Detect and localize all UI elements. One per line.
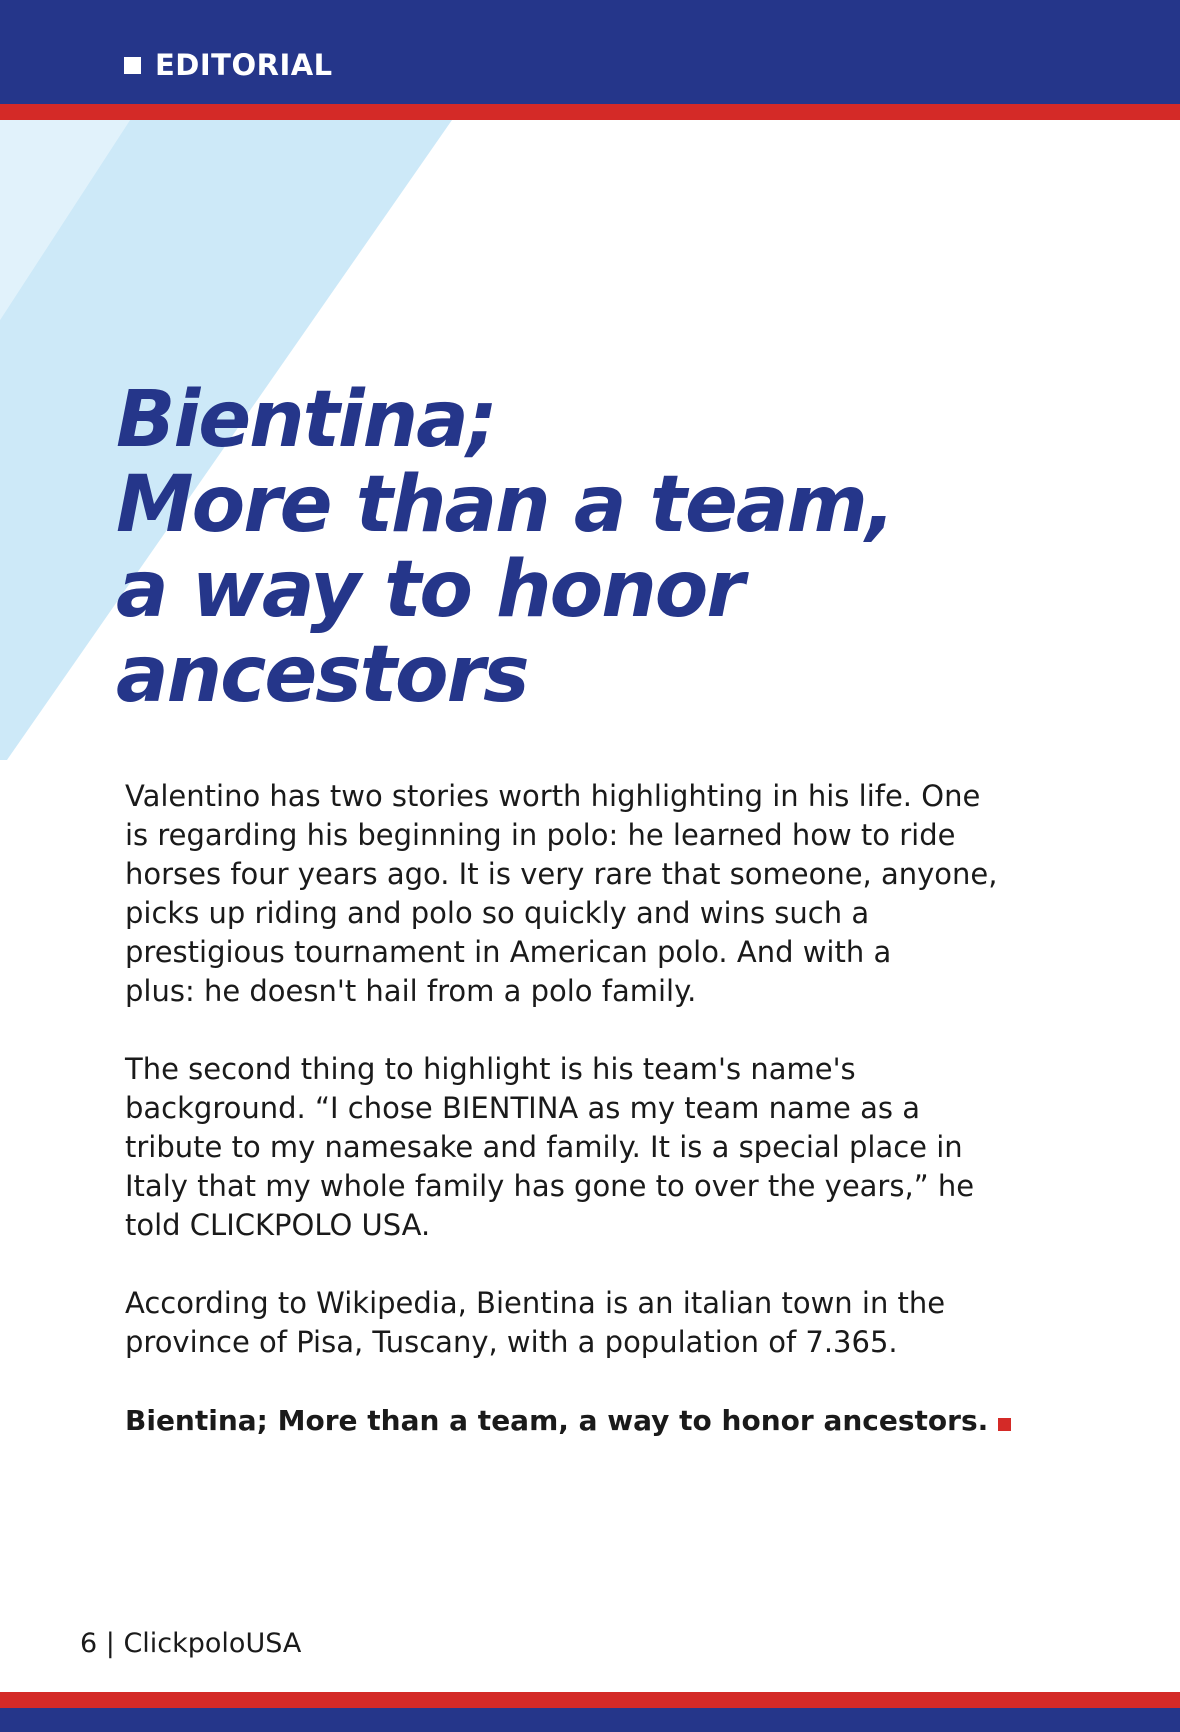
text-line: told CLICKPOLO USA. [125, 1208, 431, 1242]
text-line: According to Wikipedia, Bientina is an italian town in the [125, 1286, 946, 1320]
footer-band [0, 1708, 1180, 1732]
text-line: prestigious tournament in American polo. And with a [125, 935, 892, 969]
headline-line: a way to honor [116, 545, 743, 635]
closing-line-text: Bientina; More than a team, a way to honor ancestors. [125, 1404, 989, 1437]
text-line: plus: he doesn't hail from a polo family. [125, 974, 697, 1008]
page-footer: 6 | ClickpoloUSA [80, 1628, 302, 1659]
square-bullet-icon [124, 57, 141, 74]
paragraph [125, 1050, 1085, 1245]
headline [116, 375, 894, 720]
section-label [124, 48, 333, 82]
text-line: Italy that my whole family has gone to over the years,” he [125, 1169, 975, 1203]
headline-line: Bientina; [116, 375, 496, 465]
text-line: province of Pisa, Tuscany, with a population of 7.365. [125, 1325, 898, 1359]
paragraph [125, 1284, 1085, 1362]
paragraph [125, 777, 1085, 1011]
text-line: background. “I chose BIENTINA as my team name as a [125, 1091, 920, 1125]
headline-line: More than a team, [116, 460, 894, 550]
text-line: horses four years ago. It is very rare that someone, anyone, [125, 857, 998, 891]
text-line: is regarding his beginning in polo: he learned how to ride [125, 818, 956, 852]
section-label-text: EDITORIAL [155, 48, 333, 82]
text-line: The second thing to highlight is his team's name's [125, 1052, 856, 1086]
headline-line: ancestors [116, 630, 528, 720]
end-mark-icon [998, 1418, 1011, 1431]
closing-line [125, 1401, 1085, 1440]
text-line: picks up riding and polo so quickly and wins such a [125, 896, 870, 930]
text-line: tribute to my namesake and family. It is a special place in [125, 1130, 963, 1164]
article-body [125, 777, 1085, 1440]
text-line: Valentino has two stories worth highlighting in his life. One [125, 779, 981, 813]
footer-red-stripe [0, 1692, 1180, 1708]
header-red-stripe [0, 104, 1180, 120]
